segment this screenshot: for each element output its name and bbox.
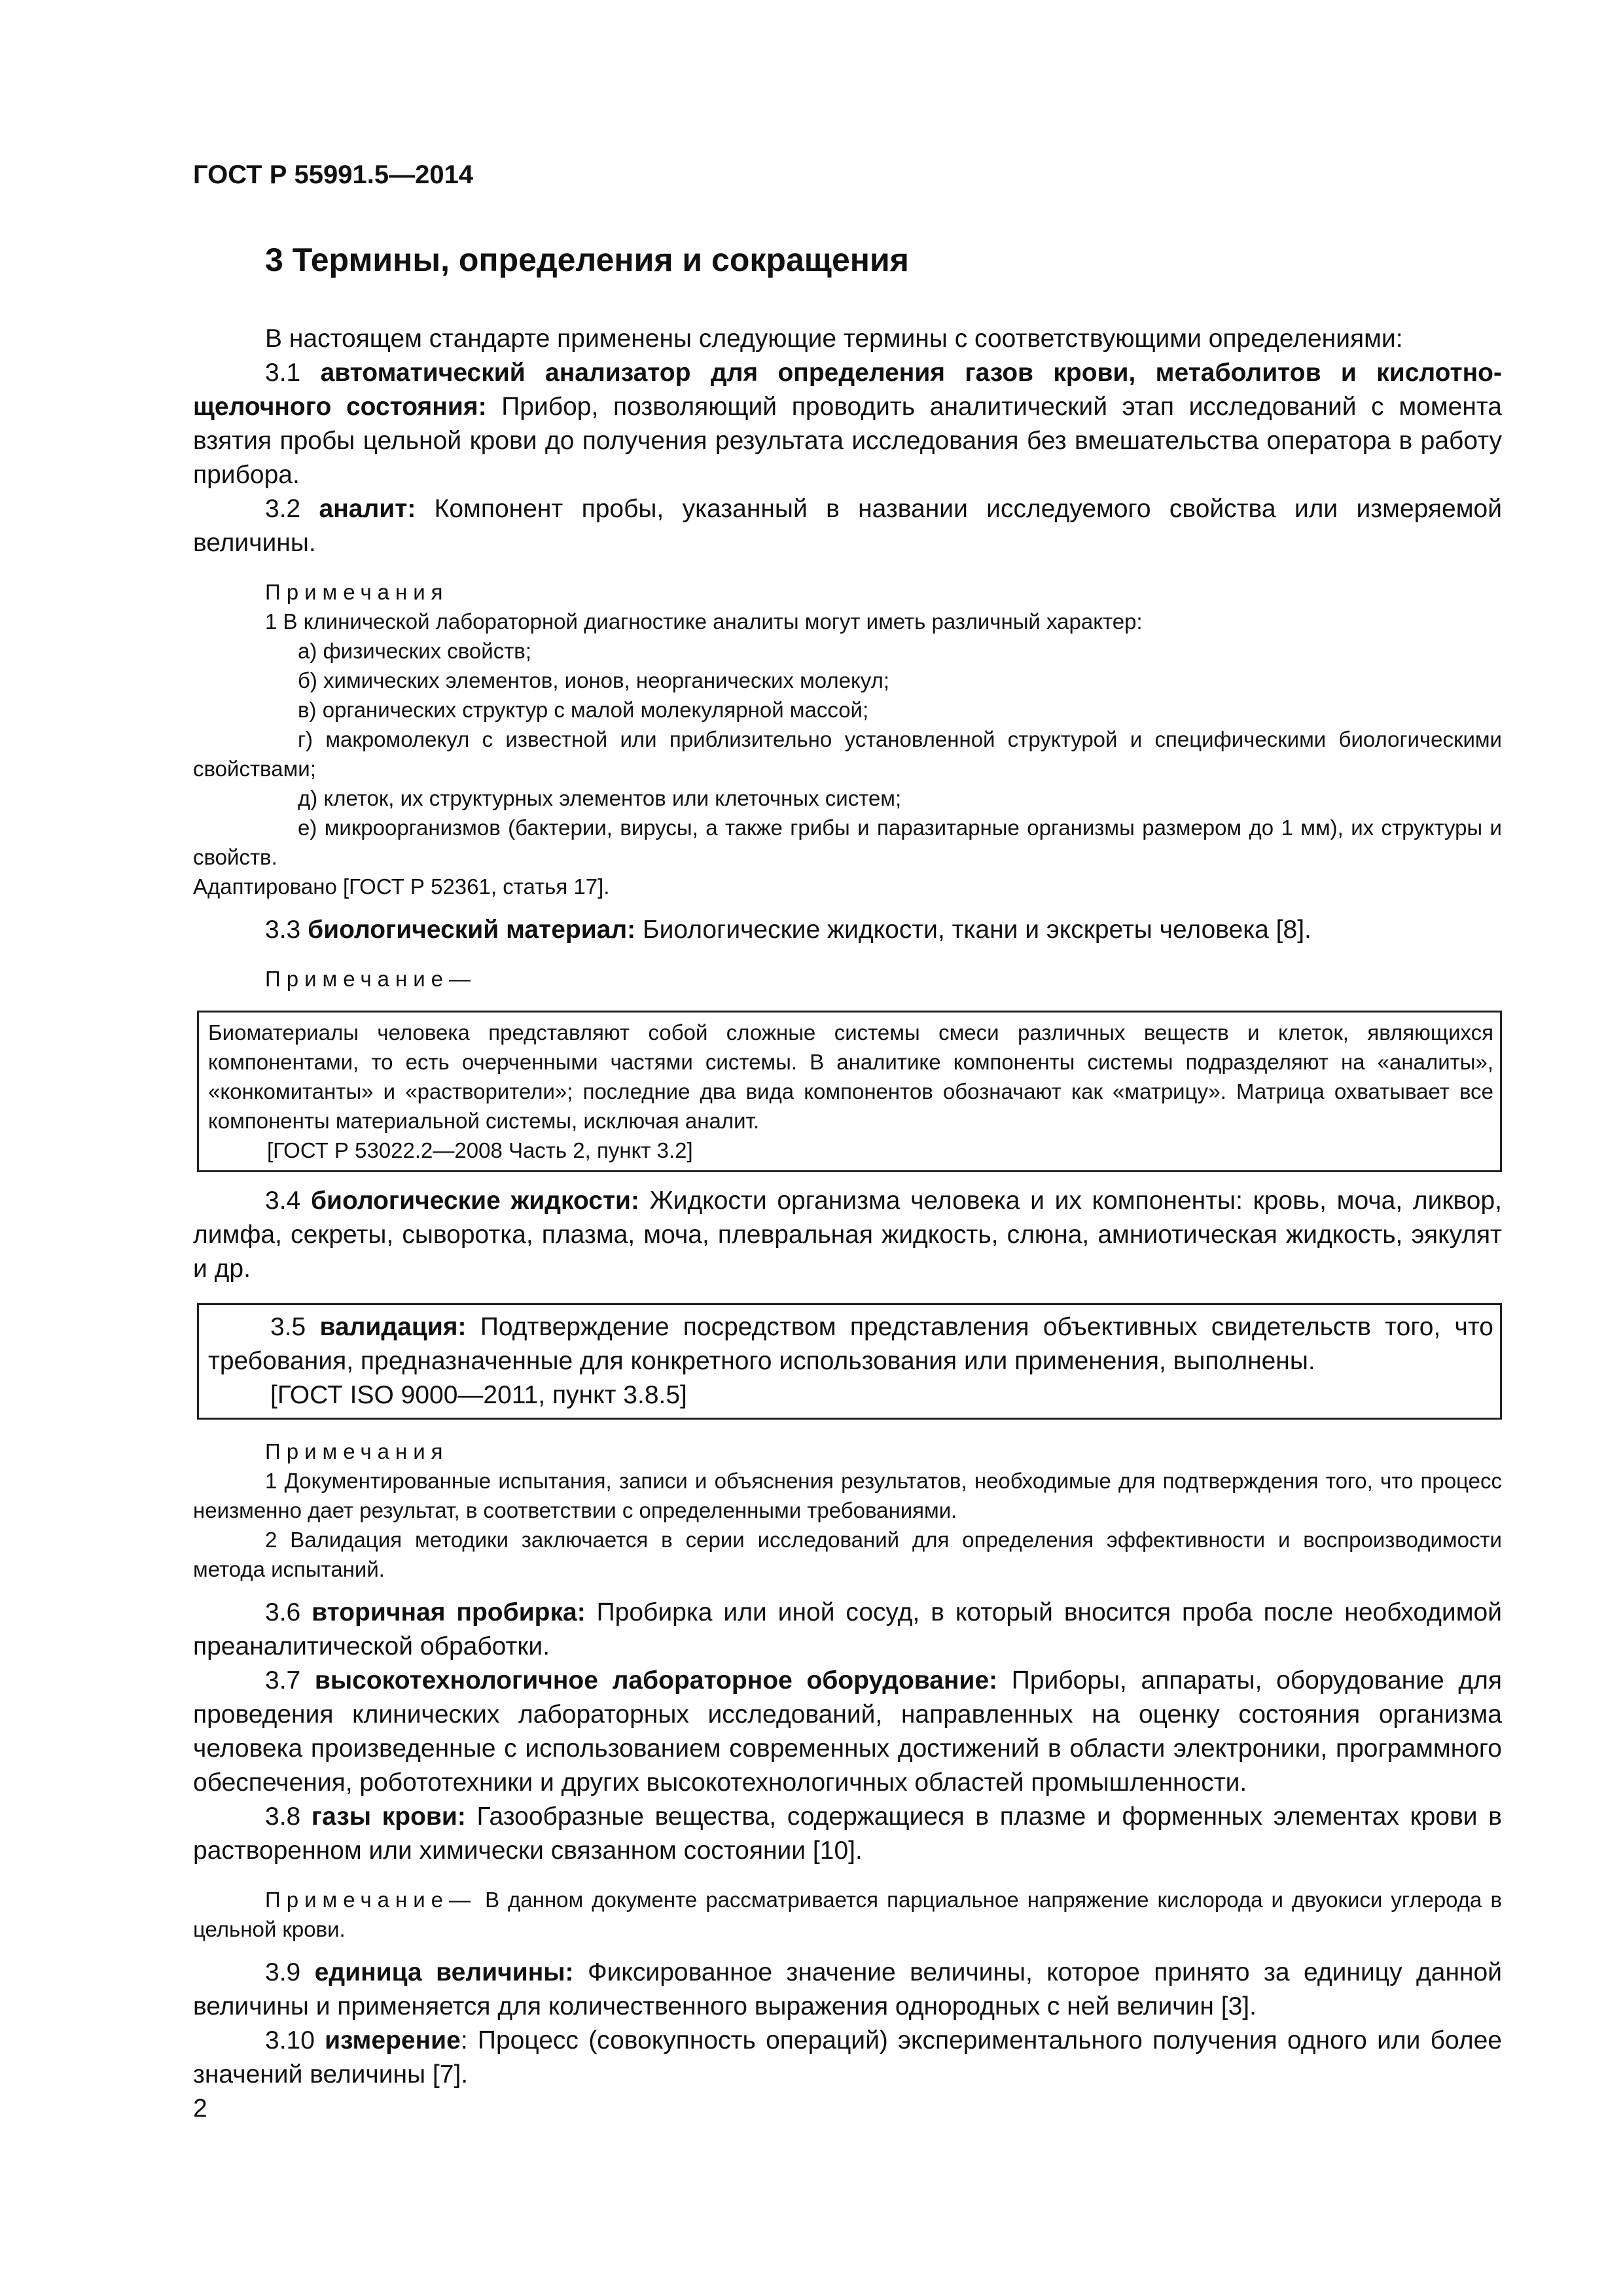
page-number: 2	[193, 2094, 207, 2123]
term-name: аналит:	[319, 495, 416, 523]
term-3-8	[193, 1800, 1502, 1868]
note-3-8	[193, 1885, 1502, 1944]
notes-title: Примечания	[265, 1439, 449, 1463]
intro-paragraph: В настоящем стандарте применены следующие термины с соответствующими определениями:	[265, 325, 1403, 353]
note-1: 1 В клинической лабораторной диагностике аналиты могут иметь различный характер:	[265, 609, 1143, 634]
term-source: [ГОСТ ISO 9000—2011, пункт 3.8.5]	[270, 1381, 687, 1409]
boxed-term-3-5	[197, 1303, 1502, 1420]
term-number: 3.6	[265, 1598, 312, 1626]
note-text: В данном документе рассматривается парциальное напряжение кислорода и двуокиси углерода в цельной крови.	[193, 1888, 1502, 1941]
term-definition: Пробирка или иной сосуд, в который вносится проба после необходимой преаналитической обработки.	[193, 1598, 1502, 1660]
term-name: газы крови:	[311, 1803, 466, 1831]
term-3-7	[193, 1664, 1502, 1800]
term-definition: Газообразные вещества, содержащиеся в плазме и форменных элементах крови в растворенном или химически связанном состоянии [10].	[193, 1803, 1502, 1865]
notes-3-2	[193, 577, 1502, 901]
term-number: 3.9	[265, 1958, 315, 1986]
term-name: единица величины:	[314, 1958, 574, 1986]
term-name: валидация:	[319, 1313, 467, 1341]
notes-3-5	[193, 1437, 1502, 1584]
boxed-note-source: [ГОСТ Р 53022.2—2008 Часть 2, пункт 3.2]	[267, 1138, 693, 1162]
term-number: 3.10	[265, 2026, 325, 2054]
term-number: 3.1	[265, 359, 321, 387]
term-number: 3.8	[265, 1803, 312, 1831]
term-name: биологический материал:	[308, 916, 636, 944]
term-definition: Жидкости организма человека и их компоненты: кровь, моча, ликвор, лимфа, секреты, сыворотка, плазма, моча, плевральная жидкость, слюна, амниотическая жидкость, эякулят и др.	[193, 1187, 1502, 1283]
note-1: 1 Документированные испытания, записи и объяснения результатов, необходимые для подтверждения того, что процесс неизменно дает результат, в соответствии с определенными требованиями.	[193, 1469, 1502, 1522]
term-definition: Приборы, аппараты, оборудование для проведения клинических лабораторных исследований, направленных на оценку состояния организма человека произведенные с использованием современных достижений в области электроники, программного обеспечения, робототехники и других высокотехнологичных областей промышленности.	[193, 1666, 1502, 1797]
term-number: 3.5	[270, 1313, 320, 1341]
term-name: вторичная пробирка:	[312, 1598, 586, 1626]
term-definition: Прибор, позволяющий проводить аналитический этап исследований с момента взятия пробы цельной крови до получения результата исследования без вмешательства оператора в работу прибора.	[193, 393, 1502, 489]
term-3-3	[193, 913, 1502, 947]
term-number: 3.7	[265, 1666, 315, 1695]
term-definition: Фиксированное значение величины, которое принято за единицу данной величины и применяется для количественного выражения однородных с ней величин [3].	[193, 1958, 1502, 2020]
term-definition: Компонент пробы, указанный в названии исследуемого свойства или измеряемой величины.	[193, 495, 1502, 557]
boxed-note-3-3	[197, 1011, 1502, 1172]
term-3-10	[193, 2024, 1502, 2092]
term-name: измерение	[325, 2026, 461, 2054]
boxed-note-text: Биоматериалы человека представляют собой сложные системы смеси различных веществ и клеток, являющихся компонентами, то есть очерченными частями системы. В аналитике компоненты системы подразделяют на «аналиты», «конкомитанты» и «растворители»; последние два вида компонентов обозначают как «матрицу». Матрица охватывает все компоненты материальной системы, исключая аналит.	[208, 1020, 1493, 1133]
note-item: б) химических элементов, ионов, неорганических молекул;	[298, 668, 890, 692]
term-3-4	[193, 1184, 1502, 1286]
document-header: ГОСТ Р 55991.5—2014	[193, 160, 474, 189]
note-item: а) физических свойств;	[298, 639, 532, 663]
note-item: е) микроорганизмов (бактерии, вирусы, а также грибы и паразитарные организмы размером до 1 мм), их структуры и свойств.	[193, 816, 1502, 869]
document-page	[193, 160, 1502, 2092]
term-3-6	[193, 1596, 1502, 1664]
note-item: д) клеток, их структурных элементов или клеточных систем;	[298, 786, 902, 810]
term-number: 3.3	[265, 916, 308, 944]
notes-title: Примечания	[265, 580, 449, 604]
note-item: в) органических структур с малой молекулярной массой;	[298, 698, 869, 722]
term-name: биологические жидкости:	[310, 1187, 640, 1215]
section-title: 3 Термины, определения и сокращения	[265, 242, 909, 278]
term-3-5	[208, 1310, 1493, 1378]
term-3-1	[193, 356, 1502, 492]
note-source: Адаптировано [ГОСТ Р 52361, статья 17].	[193, 874, 610, 899]
term-definition: Биологические жидкости, ткани и экскреты человека [8].	[635, 916, 1311, 944]
term-definition: Подтверждение посредством представления объективных свидетельств того, что требования, предназначенные для конкретного использования или применения, выполнены.	[208, 1313, 1493, 1375]
term-name: автоматический анализатор для определения газов крови, метаболитов и кислотно-щелочного состояния:	[193, 359, 1502, 421]
note-2: 2 Валидация методики заключается в серии исследований для определения эффективности и воспроизводимости метода испытаний.	[193, 1528, 1502, 1581]
term-number: 3.4	[265, 1187, 311, 1215]
note-title: Примечание—	[265, 1888, 477, 1912]
note-item: г) макромолекул с известной или приблизительно установленной структурой и специфическими биологическими свойствами;	[193, 727, 1502, 781]
term-3-9	[193, 1956, 1502, 2024]
term-definition: : Процесс (совокупность операций) экспериментального получения одного или более значений величины [7].	[193, 2026, 1502, 2089]
term-3-2	[193, 492, 1502, 560]
term-name: высокотехнологичное лабораторное оборудование:	[314, 1666, 998, 1695]
note-3-3-title: Примечание—	[265, 967, 477, 991]
term-number: 3.2	[265, 495, 319, 523]
